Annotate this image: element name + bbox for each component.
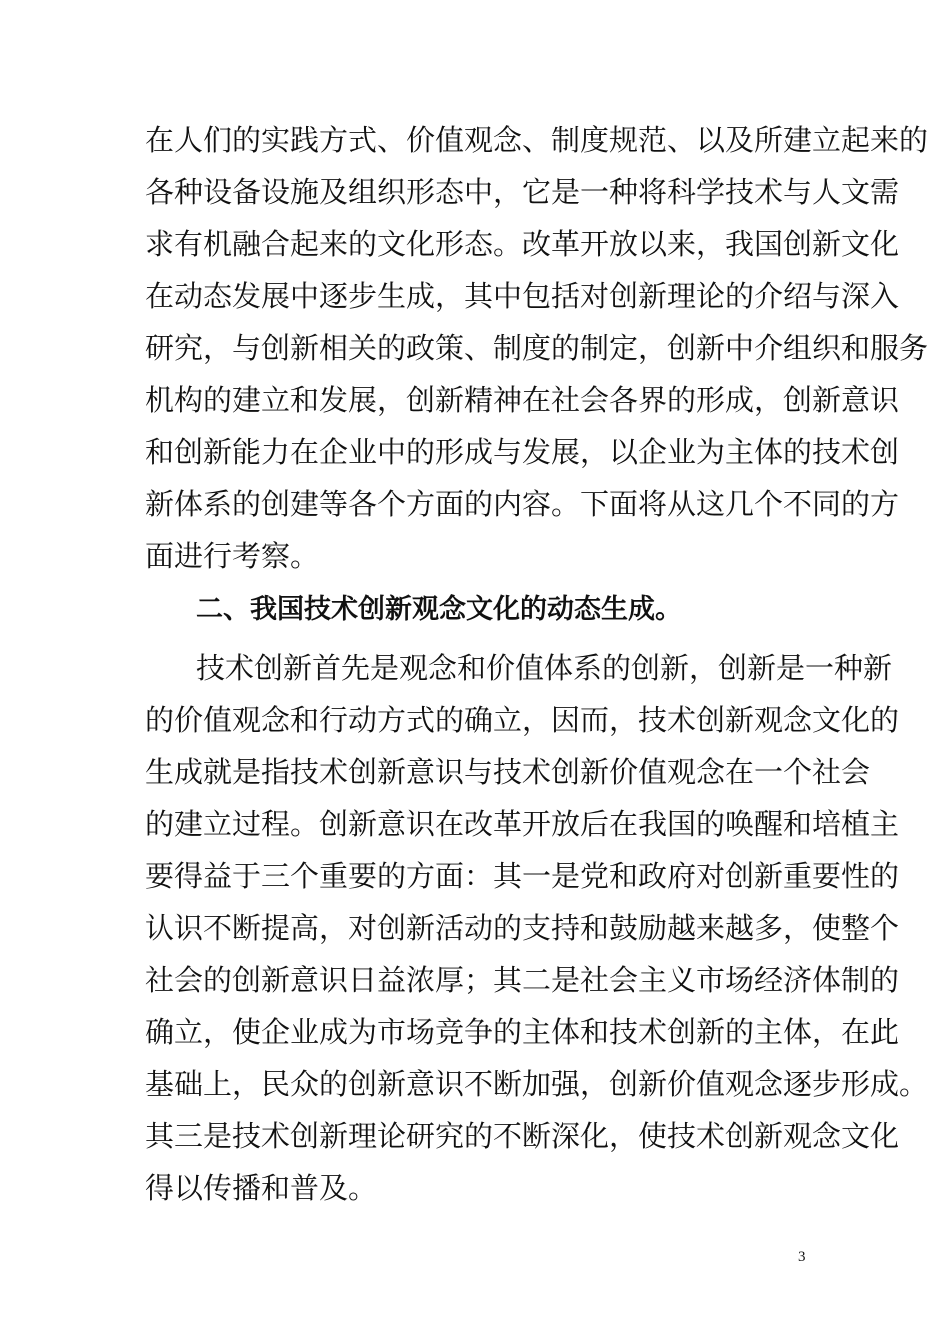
text-line: 确立，使企业成为市场竞争的主体和技术创新的主体，在此 xyxy=(145,1015,900,1049)
section-heading: 二、我国技术创新观念文化的动态生成。 xyxy=(196,594,682,625)
text-line: 生成就是指技术创新意识与技术创新价值观念在一个社会 xyxy=(145,755,871,789)
text-line: 各种设备设施及组织形态中，它是一种将科学技术与人文需 xyxy=(145,175,900,209)
text-line: 技术创新首先是观念和价值体系的创新，创新是一种新 xyxy=(196,651,893,685)
text-line: 得以传播和普及。 xyxy=(145,1171,378,1205)
text-line: 在人们的实践方式、价值观念、制度规范、以及所建立起来的 xyxy=(145,123,929,157)
page-number: 3 xyxy=(798,1249,806,1265)
text-line: 认识不断提高，对创新活动的支持和鼓励越来越多，使整个 xyxy=(145,911,900,945)
text-line: 面进行考察。 xyxy=(145,539,320,573)
text-line: 研究，与创新相关的政策、制度的制定，创新中介组织和服务 xyxy=(145,331,929,365)
text-line: 的建立过程。创新意识在改革开放后在我国的唤醒和培植主 xyxy=(145,807,900,841)
text-line: 新体系的创建等各个方面的内容。下面将从这几个不同的方 xyxy=(145,487,900,521)
text-line: 社会的创新意识日益浓厚；其二是社会主义市场经济体制的 xyxy=(145,963,900,997)
text-line: 和创新能力在企业中的形成与发展，以企业为主体的技术创 xyxy=(145,435,900,469)
text-line: 基础上，民众的创新意识不断加强，创新价值观念逐步形成。 xyxy=(145,1067,929,1101)
text-line: 的价值观念和行动方式的确立，因而，技术创新观念文化的 xyxy=(145,703,900,737)
text-line: 要得益于三个重要的方面：其一是党和政府对创新重要性的 xyxy=(145,859,900,893)
text-line: 机构的建立和发展，创新精神在社会各界的形成，创新意识 xyxy=(145,383,900,417)
text-line: 求有机融合起来的文化形态。改革开放以来，我国创新文化 xyxy=(145,227,900,261)
text-line: 其三是技术创新理论研究的不断深化，使技术创新观念文化 xyxy=(145,1119,900,1153)
text-line: 在动态发展中逐步生成，其中包括对创新理论的介绍与深入 xyxy=(145,279,900,313)
